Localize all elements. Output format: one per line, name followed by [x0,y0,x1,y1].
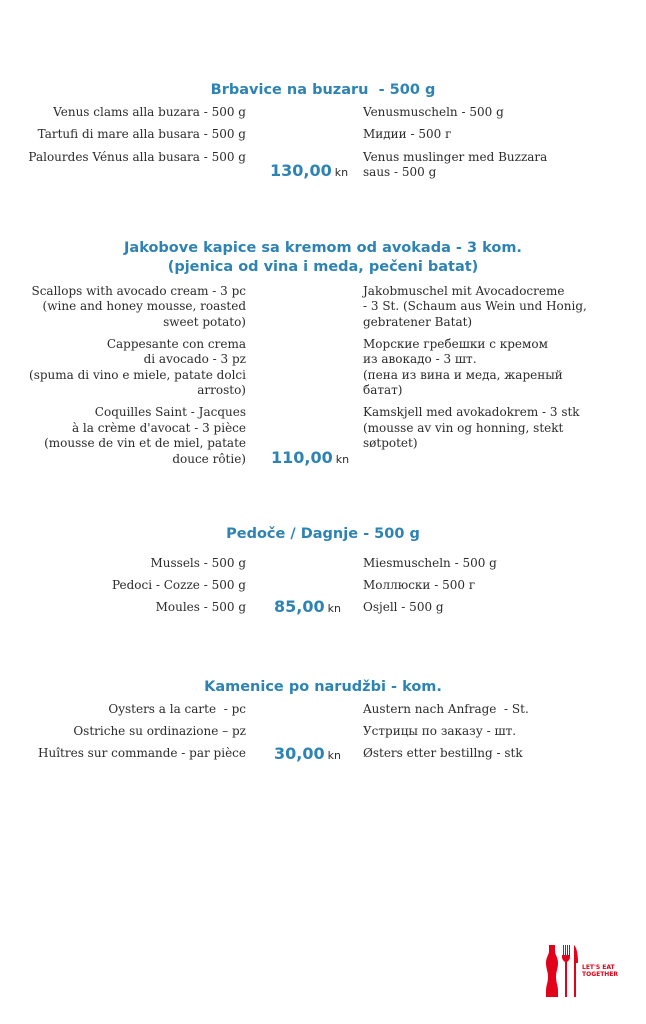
price-amount: 85,00 [274,597,325,616]
price-currency: kn [335,453,350,466]
description-line: Venus muslinger med Buzzara [363,150,548,164]
description-line: Pedoci - Cozze - 500 g [111,578,246,592]
description-line: (mousse av vin og honning, stekt [363,421,564,435]
price-tag [271,448,349,467]
description-line: Tartufi di mare alla busara - 500 g [37,127,246,141]
description-line: gebratener Batat) [363,315,473,329]
description-line: sweet potato) [163,315,246,329]
description-line: Моллюски - 500 г [363,578,476,592]
description-line: Kamskjell med avokadokrem - 3 stk [363,405,580,419]
section-title-kamenice: Kamenice po narudžbi - kom. [204,679,442,695]
description-line: Морские гребешки с кремом [363,337,548,351]
description-line: из авокадо - 3 шт. [363,352,477,366]
description-line: Miesmuscheln - 500 g [363,556,497,570]
description-line: Venus clams alla buzara - 500 g [53,105,246,119]
price-tag [270,161,348,180]
price-currency: kn [327,602,341,615]
description-line: Ostriche su ordinazione – pz [73,724,246,738]
description-line: (mousse de vin et de miel, patate [44,436,246,450]
description-line: arrosto) [197,383,246,397]
description-line: Austern nach Anfrage - St. [363,702,529,716]
price-amount: 130,00 [270,161,332,180]
description-line: Устрицы по заказу - шт. [363,724,517,738]
logo-slogan [582,964,622,978]
description-line: Coquilles Saint - Jacques [94,405,246,419]
logo-slogan-line: TOGETHER [582,971,619,978]
description-line: Venusmuscheln - 500 g [363,105,504,119]
description-line: Jakobmuschel mit Avocadocreme [363,284,565,298]
description-line: (пена из вина и меда, жареный [363,368,563,382]
description-line: Huîtres sur commande - par pièce [38,746,246,760]
section-title-pedoce: Pedoče / Dagnje - 500 g [226,526,420,542]
logo-slogan-line: LET'S EAT [582,964,615,971]
description-line: Oysters a la carte - pc [108,702,246,716]
description-line: - 3 St. (Schaum aus Wein und Honig, [363,299,587,313]
description-line: à la crème d'avocat - 3 pièce [71,421,246,435]
description-line: Moules - 500 g [155,600,246,614]
description-line: Østers etter bestillng - stk [363,746,523,760]
description-line: saus - 500 g [363,165,437,179]
description-line: Palourdes Vénus alla busara - 500 g [28,150,246,164]
price-tag [274,744,341,763]
description-line: батат) [363,383,403,397]
price-tag [274,597,341,616]
description-line: Cappesante con crema [106,337,246,351]
description-line: (wine and honey mousse, roasted [42,299,246,313]
description-line: douce rôtie) [172,452,246,466]
price-currency: kn [327,749,341,762]
price-amount: 30,00 [274,744,325,763]
description-line: Мидии - 500 г [363,127,452,141]
section-subtitle-jakobove-kapice: (pjenica od vina i meda, pečeni batat) [167,259,479,275]
section-title-jakobove-kapice: Jakobove kapice sa kremom od avokada - 3 kom. [124,240,522,256]
description-line: søtpotet) [363,436,418,450]
price-amount: 110,00 [271,448,333,467]
description-line: di avocado - 3 pz [143,352,246,366]
description-line: Scallops with avocado cream - 3 pc [31,284,246,298]
description-line: Mussels - 500 g [150,556,246,570]
description-line: Osjell - 500 g [363,600,444,614]
price-currency: kn [334,166,349,179]
description-line: (spuma di vino e miele, patate dolci [29,368,246,382]
section-title-brbavice: Brbavice na buzaru - 500 g [210,82,436,98]
